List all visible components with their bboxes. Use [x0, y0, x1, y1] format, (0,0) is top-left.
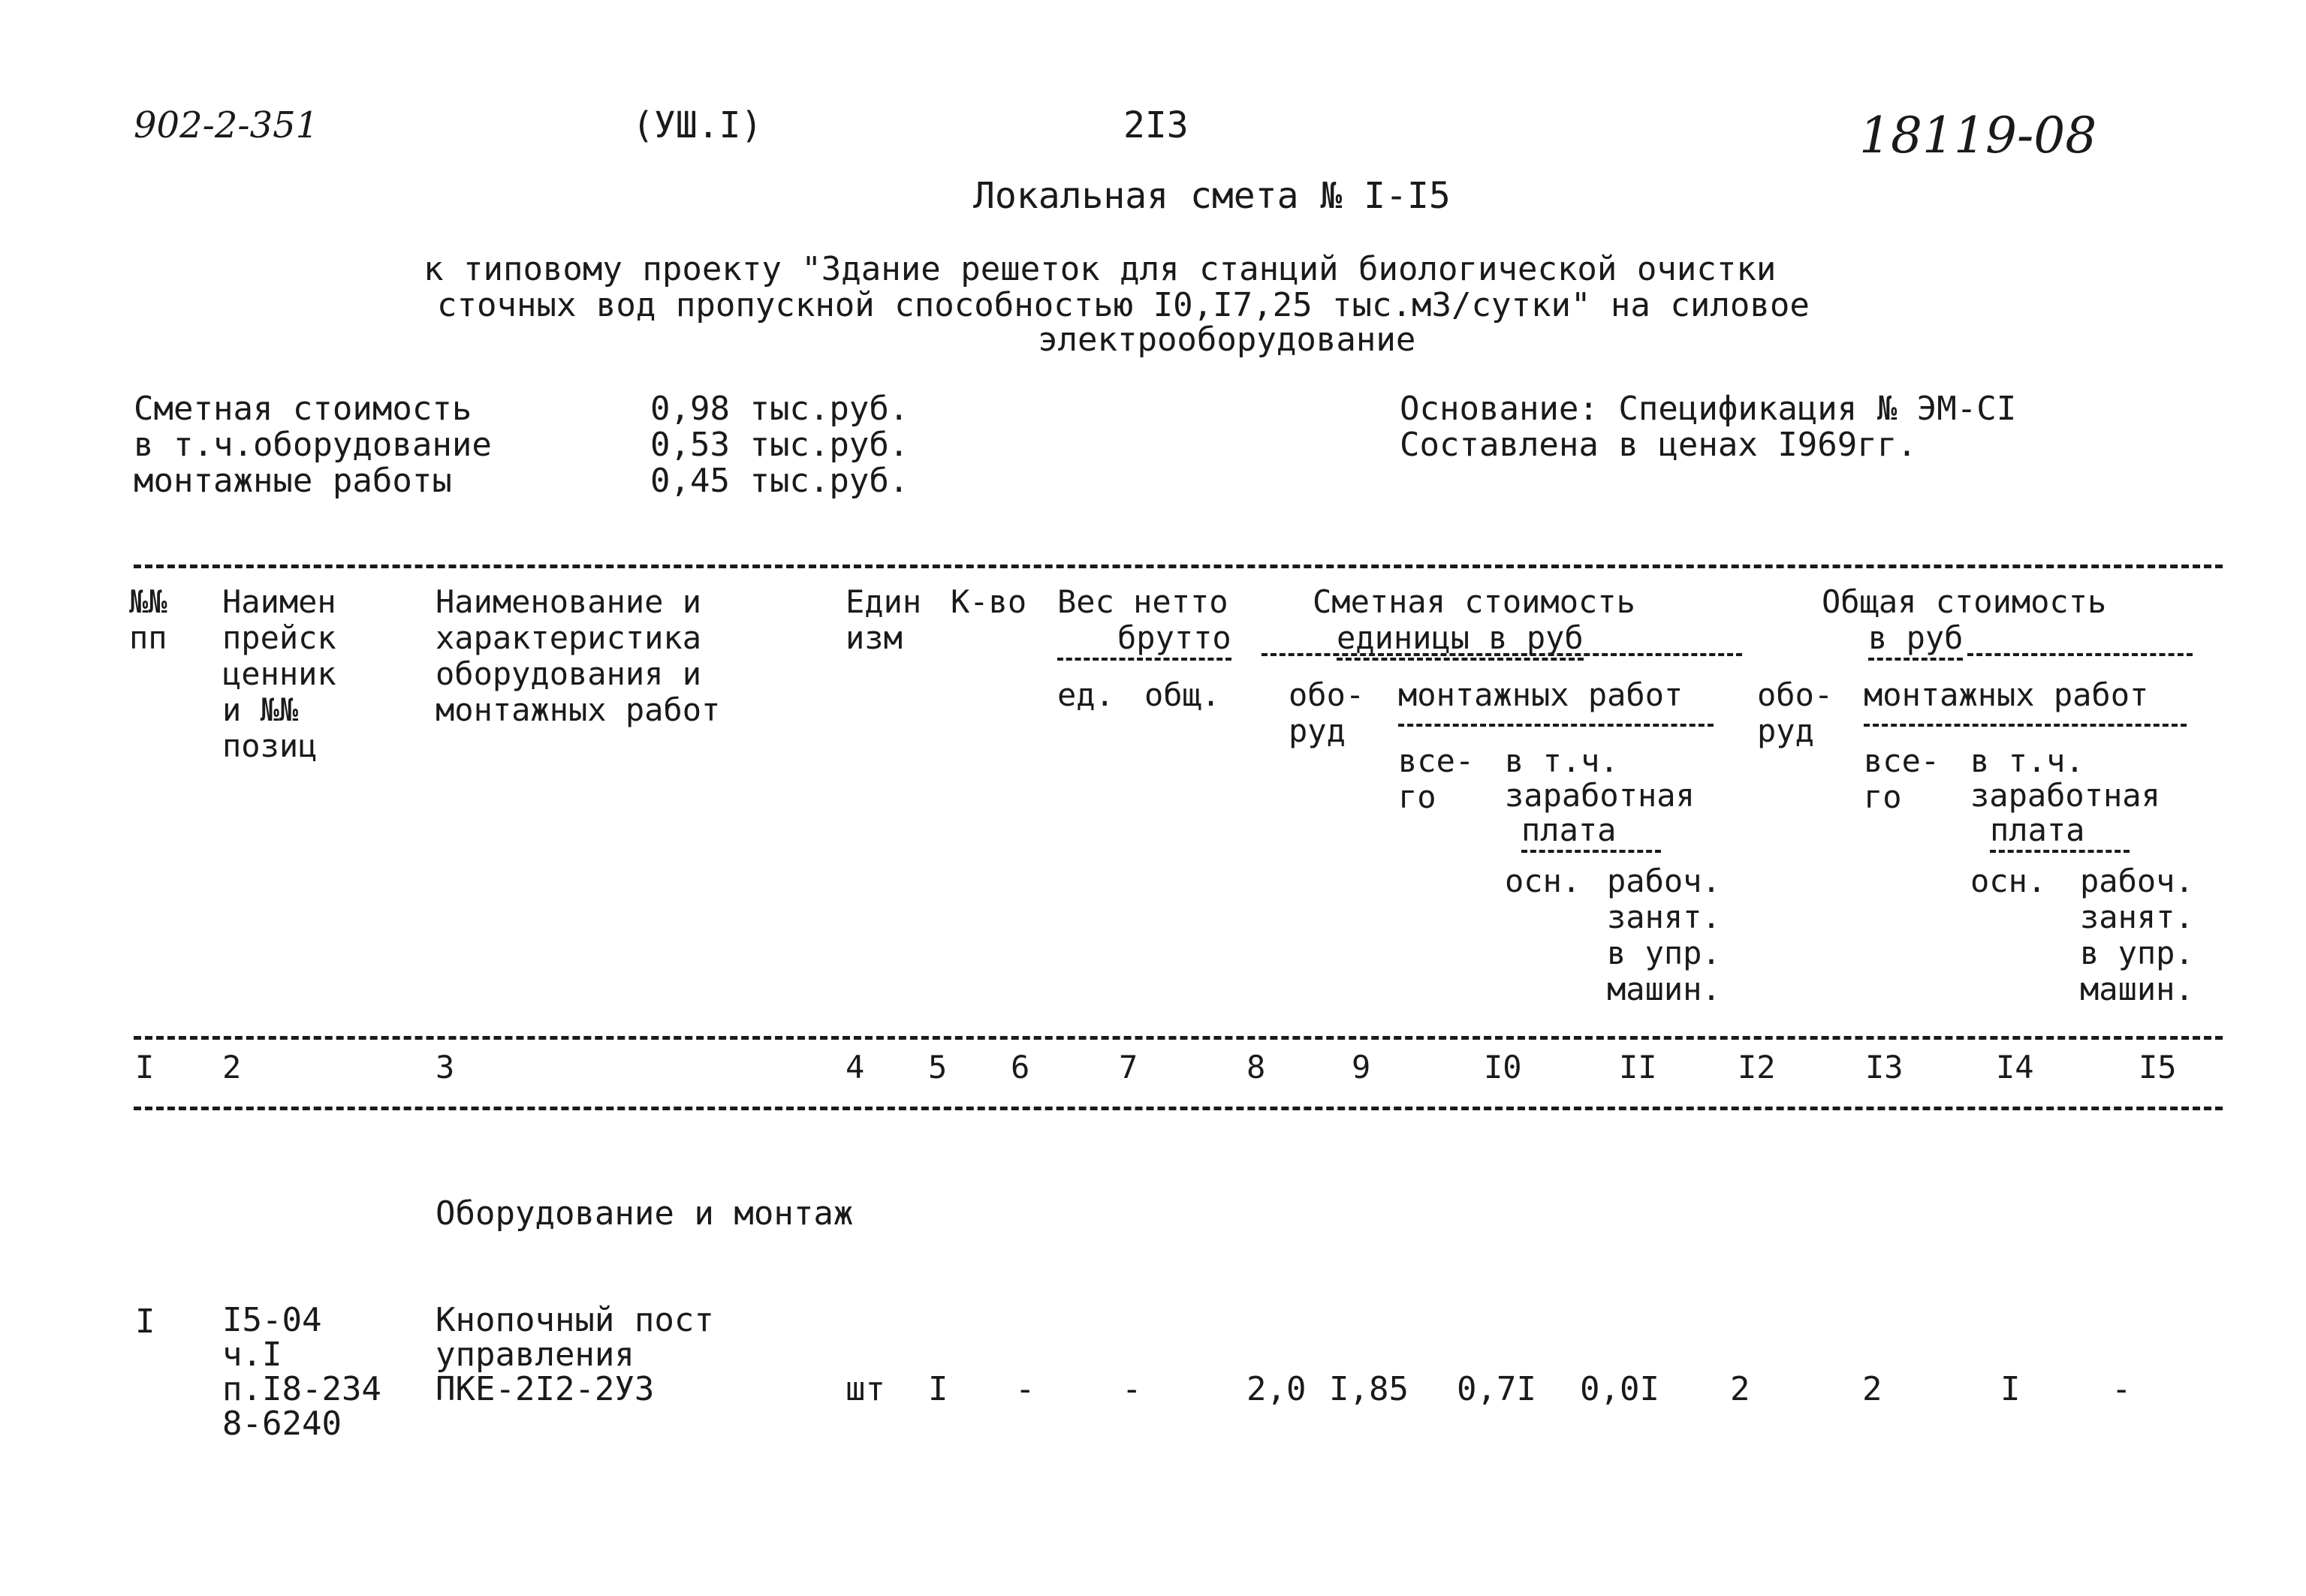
table-top-rule — [134, 565, 2223, 568]
header-total-cost: Общая стоимость — [1822, 583, 2107, 620]
column-number-12: I2 — [1738, 1049, 1776, 1086]
header-total-installation: монтажных работ — [1864, 676, 2149, 713]
header-col-qty: К-во — [951, 583, 1027, 620]
row-col-13: 2 — [1862, 1370, 1882, 1408]
header-col-number: №№ пп — [129, 583, 167, 656]
column-number-5: 5 — [928, 1049, 948, 1086]
column-number-13: I3 — [1865, 1049, 1904, 1086]
header-unit-wages-plata-label: плата — [1521, 812, 1661, 853]
column-number-8: 8 — [1246, 1049, 1266, 1086]
row-price-ref: I5-04 ч.I п.I8-234 8-6240 — [222, 1301, 381, 1443]
header-col-price-ref: Наимен прейск ценник и №№ позиц — [222, 583, 336, 764]
header-unit-wages: заработная — [1505, 777, 1695, 814]
column-number-10: I0 — [1484, 1049, 1522, 1086]
row-col-10: 0,7I — [1457, 1370, 1536, 1408]
row-item-name: Кнопочный пост управления ПКЕ-2I2-2УЗ — [436, 1301, 714, 1408]
header-unit-incl: в т.ч. — [1505, 742, 1619, 779]
summary-label-total: Сметная стоимость — [134, 390, 472, 428]
header-total-wages: заработная — [1970, 777, 2160, 814]
header-total-basic: осн. — [1970, 863, 2047, 899]
row-unit: шт — [846, 1370, 885, 1408]
header-total-install-total: все- го — [1864, 742, 1940, 815]
header-unit-wages-plata — [1521, 812, 1661, 848]
column-number-11: II — [1619, 1049, 1657, 1086]
section-title: Оборудование и монтаж — [436, 1194, 854, 1233]
row-col-11: 0,0I — [1580, 1370, 1659, 1408]
basis-prices: Составлена в ценах I969гг. — [1400, 426, 1917, 464]
row-col-8: 2,0 — [1246, 1370, 1307, 1408]
header-weight-net: Вес нетто — [1057, 583, 1228, 620]
page-title: Локальная смета № I-I5 — [973, 175, 1451, 217]
header-unit-cost-rule — [1262, 653, 1742, 656]
header-weight-total: общ. — [1144, 676, 1221, 713]
column-number-3: 3 — [436, 1049, 455, 1086]
row-number: I — [135, 1302, 155, 1341]
header-total-equipment: обо- руд — [1757, 676, 1834, 749]
column-number-14: I4 — [1996, 1049, 2034, 1086]
column-number-9: 9 — [1352, 1049, 1371, 1086]
header-unit-basic: осн. — [1505, 863, 1581, 899]
header-total-cost-sub — [1868, 620, 1963, 656]
column-numbers-bottom-rule — [134, 1107, 2223, 1110]
header-col-unit: Един изм — [846, 583, 922, 656]
header-unit-installation-rule — [1398, 724, 1714, 727]
column-number-4: 4 — [846, 1049, 865, 1086]
summary-value-equipment: 0,53 тыс.руб. — [650, 426, 909, 464]
archive-number: 18119-08 — [1859, 107, 2097, 164]
column-number-15: I5 — [2139, 1049, 2177, 1086]
row-col-12: 2 — [1730, 1370, 1750, 1408]
row-col-15: - — [2112, 1370, 2132, 1408]
header-unit-installation: монтажных работ — [1398, 676, 1684, 713]
header-total-machine: рабоч. занят. в упр. машин. — [2080, 863, 2194, 1007]
row-col-9: I,85 — [1329, 1370, 1409, 1408]
doc-code: 902-2-351 — [134, 104, 319, 146]
header-total-installation-rule — [1864, 724, 2187, 727]
header-unit-cost-sub — [1337, 620, 1584, 656]
column-number-2: 2 — [222, 1049, 242, 1086]
summary-value-total: 0,98 тыс.руб. — [650, 390, 909, 428]
header-total-incl: в т.ч. — [1970, 742, 2084, 779]
section-code: (УШ.I) — [632, 104, 763, 146]
column-number-6: 6 — [1011, 1049, 1030, 1086]
header-col-name: Наименование и характеристика оборудования и монтажных работ — [436, 583, 721, 728]
subtitle-line-3: электрооборудование — [1038, 321, 1416, 359]
row-col-14: I — [2000, 1370, 2021, 1408]
row-weight-total: - — [1122, 1370, 1142, 1408]
column-number-1: I — [135, 1049, 155, 1086]
header-unit-machine: рабоч. занят. в упр. машин. — [1607, 863, 1721, 1007]
header-total-wages-plata-label: плата — [1990, 812, 2130, 853]
column-number-7: 7 — [1119, 1049, 1138, 1086]
header-weight-unit: ед. — [1057, 676, 1114, 713]
page-number: 2I3 — [1123, 104, 1189, 146]
header-unit-equipment: обо- руд — [1289, 676, 1365, 749]
header-total-cost-rule — [1967, 653, 2193, 656]
subtitle-line-1: к типовому проекту "Здание решеток для станций биологической очистки — [424, 250, 1777, 288]
header-total-wages-plata — [1990, 812, 2130, 848]
row-weight-unit: - — [1015, 1370, 1035, 1408]
header-weight-gross — [1057, 620, 1231, 656]
summary-label-installation: монтажные работы — [134, 462, 452, 500]
basis-specification: Основание: Спецификация № ЭМ-СI — [1400, 390, 2017, 428]
column-numbers-top-rule — [134, 1036, 2223, 1040]
header-total-cost-sub-label: в руб — [1868, 619, 1963, 661]
summary-value-installation: 0,45 тыс.руб. — [650, 462, 909, 500]
summary-label-equipment: в т.ч.оборудование — [134, 426, 492, 464]
header-unit-cost: Сметная стоимость — [1313, 583, 1635, 620]
header-weight-gross-label: брутто — [1057, 619, 1231, 661]
header-unit-install-total: все- го — [1398, 742, 1475, 815]
header-unit-cost-sub-label: единицы в руб — [1337, 619, 1584, 661]
subtitle-line-2: сточных вод пропускной способностью I0,I7,25 тыс.м3/сутки" на силовое — [437, 286, 1810, 324]
row-qty: I — [928, 1370, 948, 1408]
